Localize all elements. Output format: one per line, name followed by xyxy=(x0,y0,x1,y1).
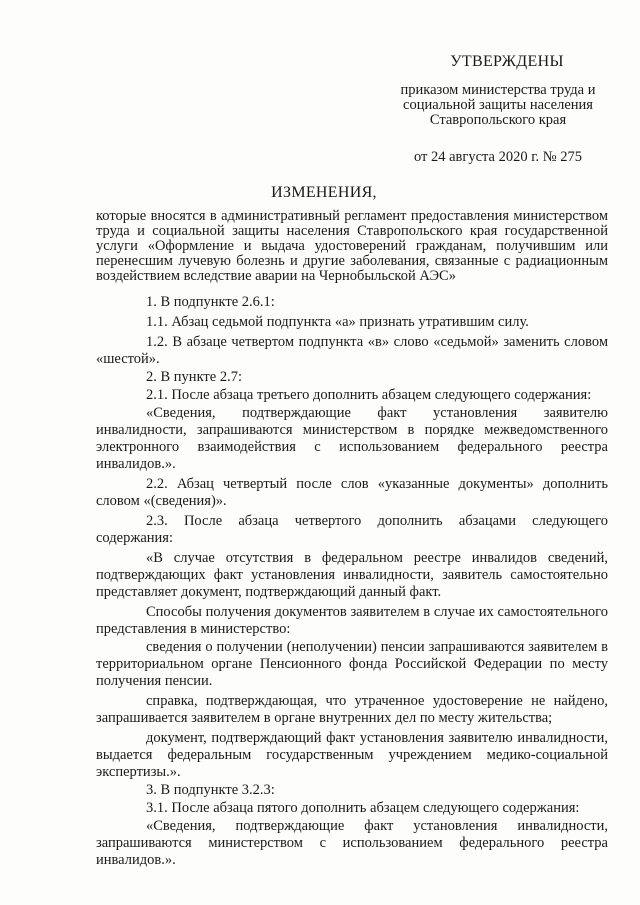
paragraph-2-3-quote-4: справка, подтверждающая, что утраченное удостоверение не найдено, запрашивается заявителем в органе внутренних дел по месту жительства; xyxy=(96,693,608,726)
paragraph-1-1: 1.1. Абзац седьмой подпункта «а» признать утратившим силу. xyxy=(146,314,529,330)
document-title: ИЗМЕНЕНИЯ, xyxy=(271,184,377,201)
approval-block xyxy=(378,54,618,165)
order-line-2: социальной защиты населения xyxy=(403,97,593,113)
paragraph-2-3-quote-2: Способы получения документов заявителем в случае их самостоятельного представления в министерство: xyxy=(96,604,608,637)
paragraph-1-2: 1.2. В абзаце четвертом подпункта «в» слово «седьмой» заменить словом «шестой». xyxy=(96,334,608,367)
approved-heading: УТВЕРЖДЕНЫ xyxy=(450,53,564,70)
document-body xyxy=(96,294,608,872)
paragraph-2-3-quote-1: «В случае отсутствия в федеральном реестре инвалидов сведений, подтверждающих факт установления инвалидности, заявитель самостоятельно представляет документ, подтверждающий данный факт. xyxy=(96,550,608,600)
paragraph-2-3: 2.3. После абзаца четвертого дополнить абзацами следующего содержания: xyxy=(96,513,608,546)
order-line-3: Ставропольского края xyxy=(429,112,567,128)
order-date: от 24 августа 2020 г. № 275 xyxy=(413,149,583,165)
paragraph-3-1: 3.1. После абзаца пятого дополнить абзацем следующего содержания: xyxy=(146,800,580,816)
paragraph-2: 2. В пункте 2.7: xyxy=(146,369,242,385)
paragraph-3: 3. В подпункте 3.2.3: xyxy=(146,782,275,798)
paragraph-3-1-quote: «Сведения, подтверждающие факт установления инвалидности, запрашиваются министерством с использованием федерального реестра инвалидов.». xyxy=(96,818,608,868)
paragraph-2-1-quote: «Сведения, подтверждающие факт установления заявителю инвалидности, запрашиваются министерством в порядке межведомственного электронного взаимодействия с использованием федерального реестра инвалидов.». xyxy=(96,405,608,472)
document-intro: которые вносятся в административный регламент предоставления министерством труда и социальной защиты населения Ставропольского края государственной услуги «Оформление и выдача удостоверений гражданам, получившим или перенесшим лучевую болезнь и другие заболевания, связанные с радиационным воздействием вследствие аварии на Чернобыльской АЭС» xyxy=(96,208,608,284)
paragraph-2-3-quote-5: документ, подтверждающий факт установления заявителю инвалидности, выдается федеральным государственным учреждением медико-социальной экспертизы.». xyxy=(96,730,608,780)
paragraph-2-1: 2.1. После абзаца третьего дополнить абзацем следующего содержания: xyxy=(146,387,592,403)
paragraph-2-2: 2.2. Абзац четвертый после слов «указанные документы» дополнить словом «(сведения)». xyxy=(96,476,608,509)
paragraph-2-3-quote-3: сведения о получении (неполучении) пенсии запрашиваются заявителем в территориальном органе Пенсионного фонда Российской Федерации по месту получения пенсии. xyxy=(96,639,608,689)
paragraph-1: 1. В подпункте 2.6.1: xyxy=(146,294,275,310)
order-line-1: приказом министерства труда и xyxy=(400,82,596,98)
